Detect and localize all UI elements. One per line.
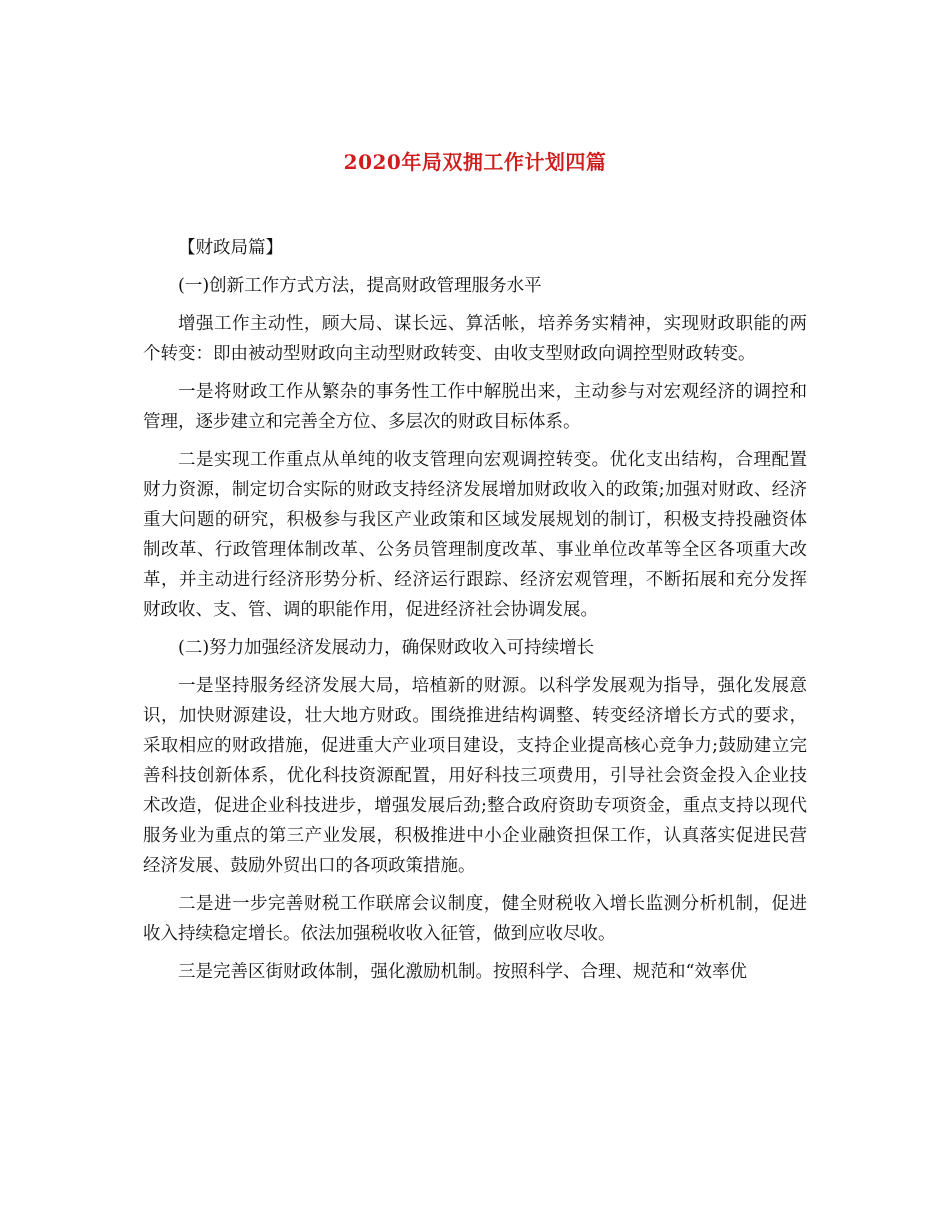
paragraph: 二是进一步完善财税工作联席会议制度，健全财税收入增长监测分析机制，促进收入持续稳定增长。依法加强税收收入征管，做到应收尽收。: [143, 894, 807, 944]
paragraph: 一是将财政工作从繁杂的事务性工作中解脱出来，主动参与对宏观经济的调控和管理，逐步建立和完善全方位、多层次的财政目标体系。: [143, 382, 807, 432]
document-body: [143, 233, 807, 995]
paragraph: 三是完善区街财政体制，强化激励机制。按照科学、合理、规范和“效率优: [178, 962, 747, 982]
paragraph: 一是坚持服务经济发展大局，培植新的财源。以科学发展观为指导，强化发展意识，加快财源建设，壮大地方财政。围绕推进结构调整、转变经济增长方式的要求，采取相应的财政措施，促进重大产业项目建设，支持企业提高核心竞争力;鼓励建立完善科技创新体系，优化科技资源配置，用好科技三项费用，引导社会资金投入企业技术改造，促进企业科技进步，增强发展后劲;整合政府资助专项资金，重点支持以现代服务业为重点的第三产业发展，积极推进中小企业融资担保工作，认真落实促进民营经济发展、鼓励外贸出口的各项政策措施。: [143, 676, 807, 876]
paragraph: 二是实现工作重点从单纯的收支管理向宏观调控转变。优化支出结构，合理配置财力资源，制定切合实际的财政支持经济发展增加财政收入的政策;加强对财政、经济重大问题的研究，积极参与我区产业政策和区域发展规划的制订，积极支持投融资体制改革、行政管理体制改革、公务员管理制度改革、事业单位改革等全区各项重大改革，并主动进行经济形势分析、经济运行跟踪、经济宏观管理，不断拓展和充分发挥财政收、支、管、调的职能作用，促进经济社会协调发展。: [143, 450, 807, 620]
section-heading: 【财政局篇】: [178, 238, 283, 258]
subsection-heading: (一)创新工作方式方法，提高财政管理服务水平: [178, 276, 542, 296]
document-title: 2020年局双拥工作计划四篇: [343, 150, 607, 174]
subsection-heading: (二)努力加强经济发展动力，确保财政收入可持续增长: [178, 638, 595, 658]
paragraph: 增强工作主动性，顾大局、谋长远、算活帐，培养务实精神，实现财政职能的两个转变：即由被动型财政向主动型财政转变、由收支型财政向调控型财政转变。: [143, 314, 807, 364]
